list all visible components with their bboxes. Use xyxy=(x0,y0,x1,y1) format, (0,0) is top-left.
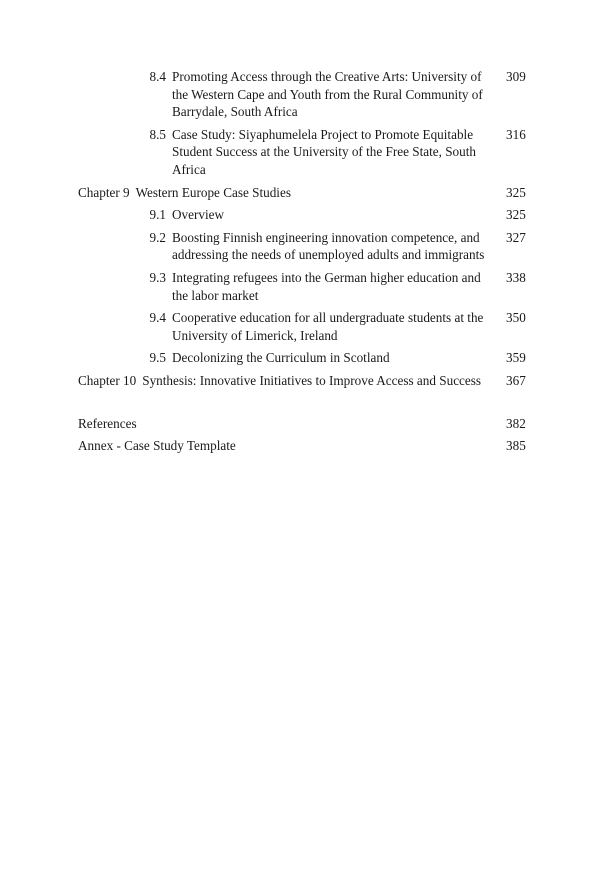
toc-section-entry[interactable] xyxy=(78,309,538,344)
toc-chapter-label: Chapter 10 xyxy=(78,372,137,388)
toc-page-number: 367 xyxy=(506,372,526,388)
toc-section-entry[interactable] xyxy=(78,229,538,264)
toc-page-number: 382 xyxy=(506,415,526,431)
toc-page-number: 359 xyxy=(506,350,526,366)
toc-chapter-entry[interactable] xyxy=(78,184,538,202)
toc-entry-title: Cooperative education for all undergraduate students at the University of Limerick, Ireland xyxy=(172,310,484,343)
toc-backmatter-entry[interactable] xyxy=(78,415,538,433)
toc-entry-title: Annex - Case Study Template xyxy=(78,438,236,454)
toc-entry-title: Synthesis: Innovative Initiatives to Improve Access and Success xyxy=(142,372,482,388)
toc-page-number: 327 xyxy=(506,229,526,245)
toc-page-number: 316 xyxy=(506,126,526,142)
toc-entry-number: 9.3 xyxy=(149,269,166,285)
toc-section-entry[interactable] xyxy=(78,349,538,367)
toc-page-number: 309 xyxy=(506,69,526,84)
toc-page-number: 350 xyxy=(506,310,526,326)
toc-section-entry[interactable] xyxy=(78,126,538,179)
toc-backmatter-entry[interactable] xyxy=(78,437,538,455)
toc-entry-title: Boosting Finnish engineering innovation competence, and addressing the needs of unemployed adults and immigrants xyxy=(172,229,485,263)
section-spacer xyxy=(78,395,538,415)
table-of-contents xyxy=(78,68,538,460)
toc-page-number: 385 xyxy=(506,438,526,454)
toc-entry-number: 9.2 xyxy=(149,229,166,245)
toc-entry-number: 8.4 xyxy=(149,69,166,84)
toc-entry-title: Integrating refugees into the German higher education and the labor market xyxy=(172,269,481,303)
toc-chapter-label: Chapter 9 xyxy=(78,184,130,200)
toc-entry-number: 9.5 xyxy=(149,350,166,366)
toc-page-number: 338 xyxy=(506,269,526,285)
toc-section-entry[interactable] xyxy=(78,269,538,304)
toc-entry-title: Western Europe Case Studies xyxy=(135,184,291,200)
toc-section-entry[interactable] xyxy=(78,68,538,121)
toc-entry-number: 9.4 xyxy=(149,310,166,326)
toc-section-entry[interactable] xyxy=(78,206,538,224)
toc-entry-number: 9.1 xyxy=(149,207,166,223)
toc-entry-title: Case Study: Siyaphumelela Project to Promote Equitable Student Success at the University of the Free State, South Africa xyxy=(172,126,476,177)
toc-entry-title: Decolonizing the Curriculum in Scotland xyxy=(172,350,390,366)
toc-page-number: 325 xyxy=(506,184,526,200)
toc-entry-title: Promoting Access through the Creative Arts: University of the Western Cape and Youth from the Rural Community of Barrydale, South Africa xyxy=(172,69,483,120)
toc-page-number: 325 xyxy=(506,207,526,223)
toc-entry-number: 8.5 xyxy=(149,126,166,142)
toc-chapter-entry[interactable] xyxy=(78,372,538,390)
toc-entry-title: References xyxy=(78,415,137,431)
toc-entry-title: Overview xyxy=(172,207,224,223)
